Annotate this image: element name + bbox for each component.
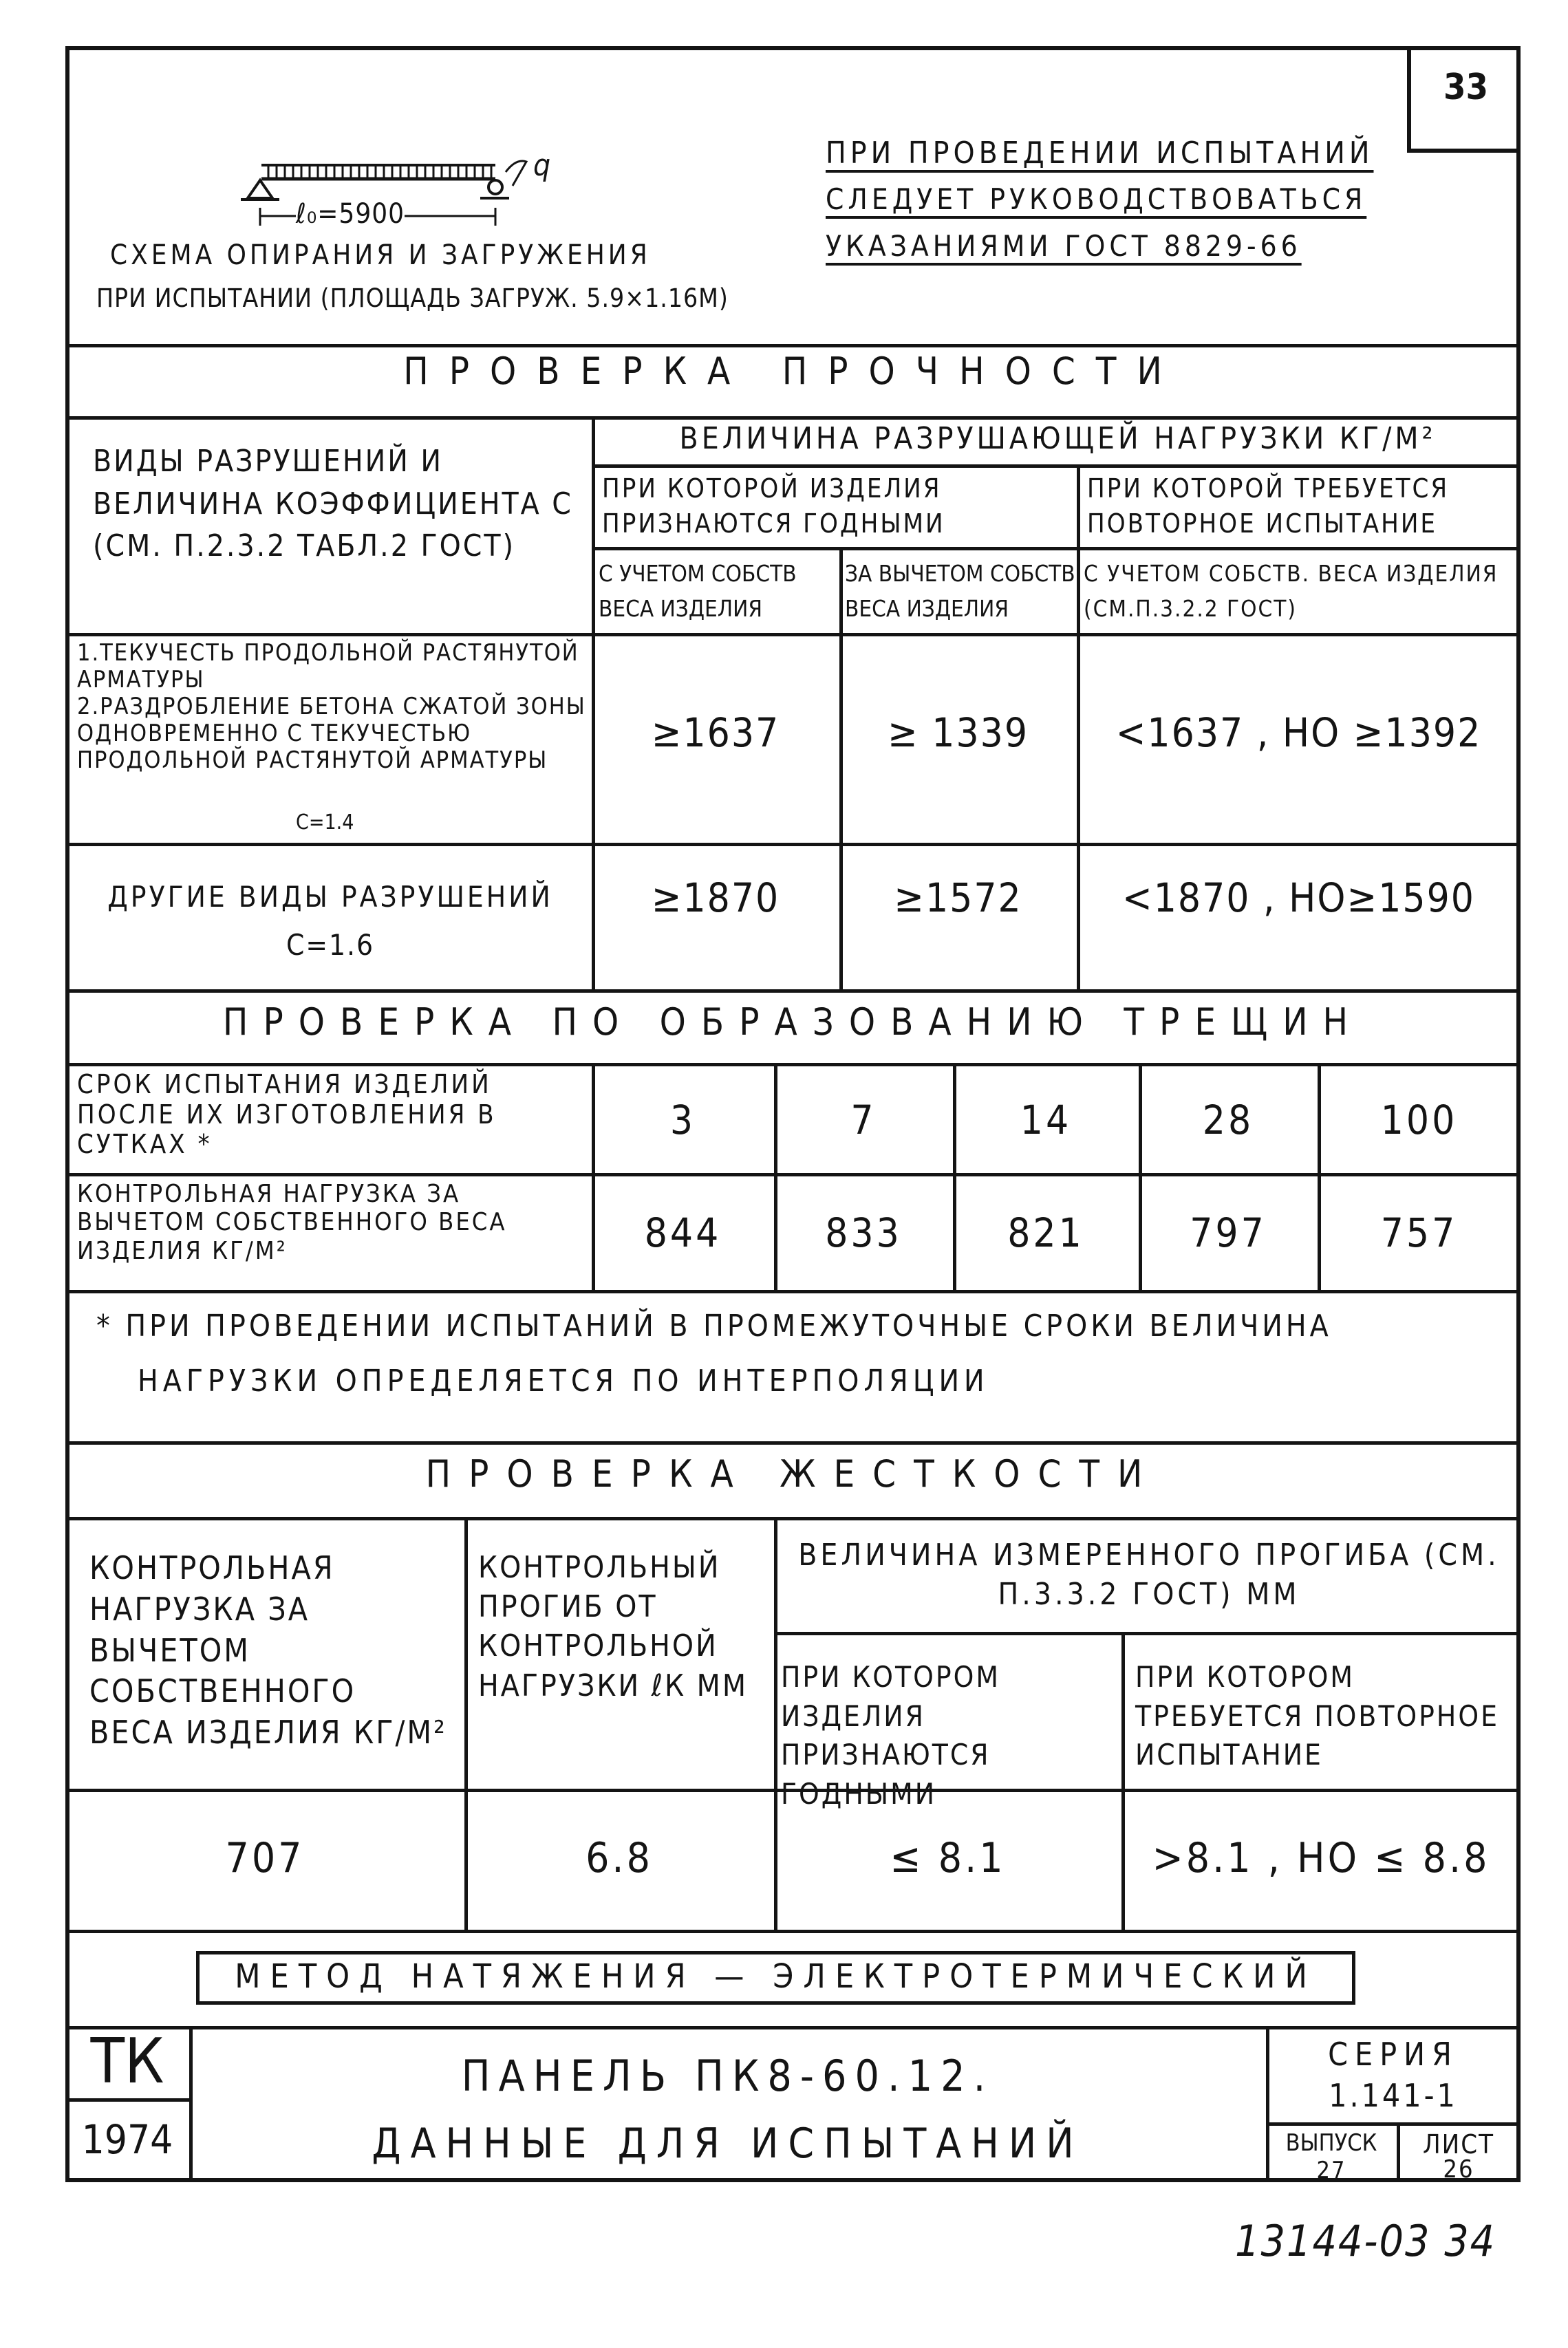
cracks-load-cell: 757 (1380, 1209, 1458, 1256)
scheme-caption: СХЕМА ОПИРАНИЯ И ЗАГРУЖЕНИЯ (110, 239, 651, 271)
cracks-title: ПРОВЕРКА ПО ОБРАЗОВАНИЮ ТРЕЩИН (222, 1000, 1364, 1044)
gost-note-line1: ПРИ ПРОВЕДЕНИИ ИСПЫТАНИЙ (826, 136, 1374, 171)
gost-note-line2: СЛЕДУЕТ РУКОВОДСТВОВАТЬСЯ (826, 182, 1367, 216)
cracks-load-label: КОНТРОЛЬНАЯ НАГРУЗКА ЗА ВЫЧЕТОМ СОБСТВЕННОГО ВЕСА ИЗДЕЛИЯ КГ/М² (77, 1180, 507, 1265)
strength-col-without-weight: ЗА ВЫЧЕТОМ СОБСТВ ВЕСА ИЗДЕЛИЯ (845, 560, 1075, 623)
issue-label: ВЫПУСК (1285, 2129, 1377, 2157)
archive-number: 13144-03 34 (1235, 2216, 1496, 2266)
issue-value: 27 (1316, 2157, 1346, 2184)
divider (65, 416, 1521, 420)
scheme-load-label: q (533, 148, 554, 183)
method-label: МЕТОД НАТЯЖЕНИЯ — ЭЛЕКТРОТЕРМИЧЕСКИЙ (235, 1957, 1317, 1996)
divider (592, 547, 1521, 550)
divider (65, 1173, 1521, 1176)
divider (65, 989, 1521, 993)
strength-row-2-type: ДРУГИЕ ВИДЫ РАЗРУШЕНИЙ (107, 880, 553, 914)
cracks-footnote-line2: НАГРУЗКИ ОПРЕДЕЛЯЕТСЯ ПО ИНТЕРПОЛЯЦИИ (138, 1364, 989, 1399)
cracks-footnote-line1: * ПРИ ПРОВЕДЕНИИ ИСПЫТАНИЙ В ПРОМЕЖУТОЧНЫЕ СРОКИ ВЕЛИЧИНА (96, 1308, 1332, 1344)
divider (65, 1063, 1521, 1066)
series-label: СЕРИЯ (1328, 2036, 1459, 2073)
strength-row-1-coef: C=1.4 (296, 810, 354, 834)
divider (839, 547, 843, 989)
stiffness-col-retest: ПРИ КОТОРОМ ТРЕБУЕТСЯ ПОВТОРНОЕ ИСПЫТАНИЕ (1135, 1660, 1499, 1772)
divider (65, 1441, 1521, 1445)
divider (592, 464, 1521, 468)
divider (1318, 1063, 1321, 1290)
cracks-days-label: СРОК ИСПЫТАНИЯ ИЗДЕЛИЙ ПОСЛЕ ИХ ИЗГОТОВЛЕНИЯ В СУТКАХ * (77, 1069, 497, 1160)
cracks-day-cell: 100 (1380, 1097, 1458, 1143)
cracks-load-cell: 821 (1007, 1209, 1084, 1256)
strength-row-2-without-weight: ≥1572 (894, 874, 1022, 921)
stiffness-title: ПРОВЕРКА ЖЕСТКОСТИ (425, 1452, 1161, 1496)
scheme-span-label: ℓ₀=5900 (296, 198, 405, 230)
drawing-title-line2: ДАННЫЕ ДЛЯ ИСПЫТАНИЙ (372, 2120, 1084, 2168)
cracks-day-cell: 3 (669, 1097, 696, 1143)
org-code: ТК (90, 2025, 164, 2098)
strength-row-1-with-weight: ≥1637 (651, 709, 780, 756)
divider (1121, 1632, 1125, 1930)
sheet-number: 33 (1443, 67, 1489, 108)
strength-title: ПРОВЕРКА ПРОЧНОСТИ (403, 349, 1183, 393)
strength-col-retest-weight: С УЧЕТОМ СОБСТВ. ВЕСА ИЗДЕЛИЯ (СМ.П.3.2.2 ГОСТ) (1084, 560, 1499, 623)
divider (592, 1063, 595, 1290)
strength-row-1-without-weight: ≥ 1339 (887, 709, 1029, 756)
strength-col-types: ВИДЫ РАЗРУШЕНИЙ И ВЕЛИЧИНА КОЭФФИЦИЕНТА С (СМ. П.2.3.2 ТАБЛ.2 ГОСТ) (93, 444, 573, 564)
divider (65, 1290, 1521, 1293)
cracks-day-cell: 14 (1020, 1097, 1072, 1143)
strength-row-1-retest: <1637 , НО ≥1392 (1115, 709, 1482, 756)
divider (65, 633, 1521, 636)
strength-row-2-retest: <1870 , НО≥1590 (1121, 874, 1475, 921)
scheme-caption-area: ПРИ ИСПЫТАНИИ (ПЛОЩАДЬ ЗАГРУЖ. 5.9×1.16М) (96, 283, 729, 313)
strength-col-retest: ПРИ КОТОРОЙ ТРЕБУЕТСЯ ПОВТОРНОЕ ИСПЫТАНИЕ (1087, 473, 1450, 539)
divider (65, 1930, 1521, 1933)
divider (65, 1517, 1521, 1520)
cracks-load-cell: 844 (644, 1209, 722, 1256)
divider (774, 1063, 777, 1290)
stiffness-col-load: КОНТРОЛЬНАЯ НАГРУЗКА ЗА ВЫЧЕТОМ СОБСТВЕННОГО ВЕСА ИЗДЕЛИЯ КГ/М² (89, 1549, 447, 1752)
stiffness-col-ok: ПРИ КОТОРОМ ИЗДЕЛИЯ ПРИЗНАЮТСЯ ГОДНЫМИ (781, 1660, 1000, 1811)
cracks-load-cell: 797 (1190, 1209, 1267, 1256)
stiffness-col-deflection: КОНТРОЛЬНЫЙ ПРОГИБ ОТ КОНТРОЛЬНОЙ НАГРУЗКИ ℓК ММ (478, 1550, 748, 1703)
strength-col-load: ВЕЛИЧИНА РАЗРУШАЮЩЕЙ НАГРУЗКИ КГ/М² (679, 421, 1437, 456)
stiffness-val-retest: >8.1 , НО ≤ 8.8 (1152, 1834, 1490, 1882)
stiffness-val-ok: ≤ 8.1 (890, 1834, 1006, 1882)
strength-col-ok: ПРИ КОТОРОЙ ИЗДЕЛИЯ ПРИЗНАЮТСЯ ГОДНЫМИ (602, 473, 945, 539)
drawing-title-line1: ПАНЕЛЬ ПК8-60.12. (461, 2051, 994, 2101)
sheet-label: ЛИСТ (1422, 2129, 1495, 2159)
series-value: 1.141-1 (1329, 2077, 1458, 2114)
divider (65, 2098, 189, 2102)
divider (1266, 2122, 1521, 2126)
divider (953, 1063, 956, 1290)
sheet-value: 26 (1443, 2155, 1474, 2184)
strength-row-2-coef: C=1.6 (286, 928, 375, 962)
year: 1974 (81, 2116, 173, 2163)
divider (65, 843, 1521, 846)
divider (774, 1632, 1521, 1635)
loading-scheme-diagram (234, 144, 578, 248)
divider (1139, 1063, 1142, 1290)
strength-row-2-with-weight: ≥1870 (651, 874, 780, 921)
stiffness-val-deflection: 6.8 (586, 1834, 653, 1882)
stiffness-val-load: 707 (225, 1834, 305, 1882)
stiffness-col-measured: ВЕЛИЧИНА ИЗМЕРЕННОГО ПРОГИБА (СМ. П.3.3.2 ГОСТ) ММ (798, 1538, 1500, 1613)
strength-row-1-type: 1.ТЕКУЧЕСТЬ ПРОДОЛЬНОЙ РАСТЯНУТОЙ АРМАТУРЫ 2.РАЗДРОБЛЕНИЕ БЕТОНА СЖАТОЙ ЗОНЫ ОДНОВРЕМЕННО С ТЕКУЧЕСТЬЮ ПРОДОЛЬНОЙ РАСТЯНУТОЙ АРМАТУРЫ (77, 639, 586, 775)
gost-note-line3: УКАЗАНИЯМИ ГОСТ 8829-66 (826, 229, 1302, 263)
cracks-load-cell: 833 (825, 1209, 902, 1256)
cracks-day-cell: 7 (850, 1097, 877, 1143)
divider (65, 2026, 1521, 2029)
divider (65, 344, 1521, 347)
strength-col-with-weight: С УЧЕТОМ СОБСТВ ВЕСА ИЗДЕЛИЯ (599, 560, 797, 623)
cracks-day-cell: 28 (1202, 1097, 1254, 1143)
